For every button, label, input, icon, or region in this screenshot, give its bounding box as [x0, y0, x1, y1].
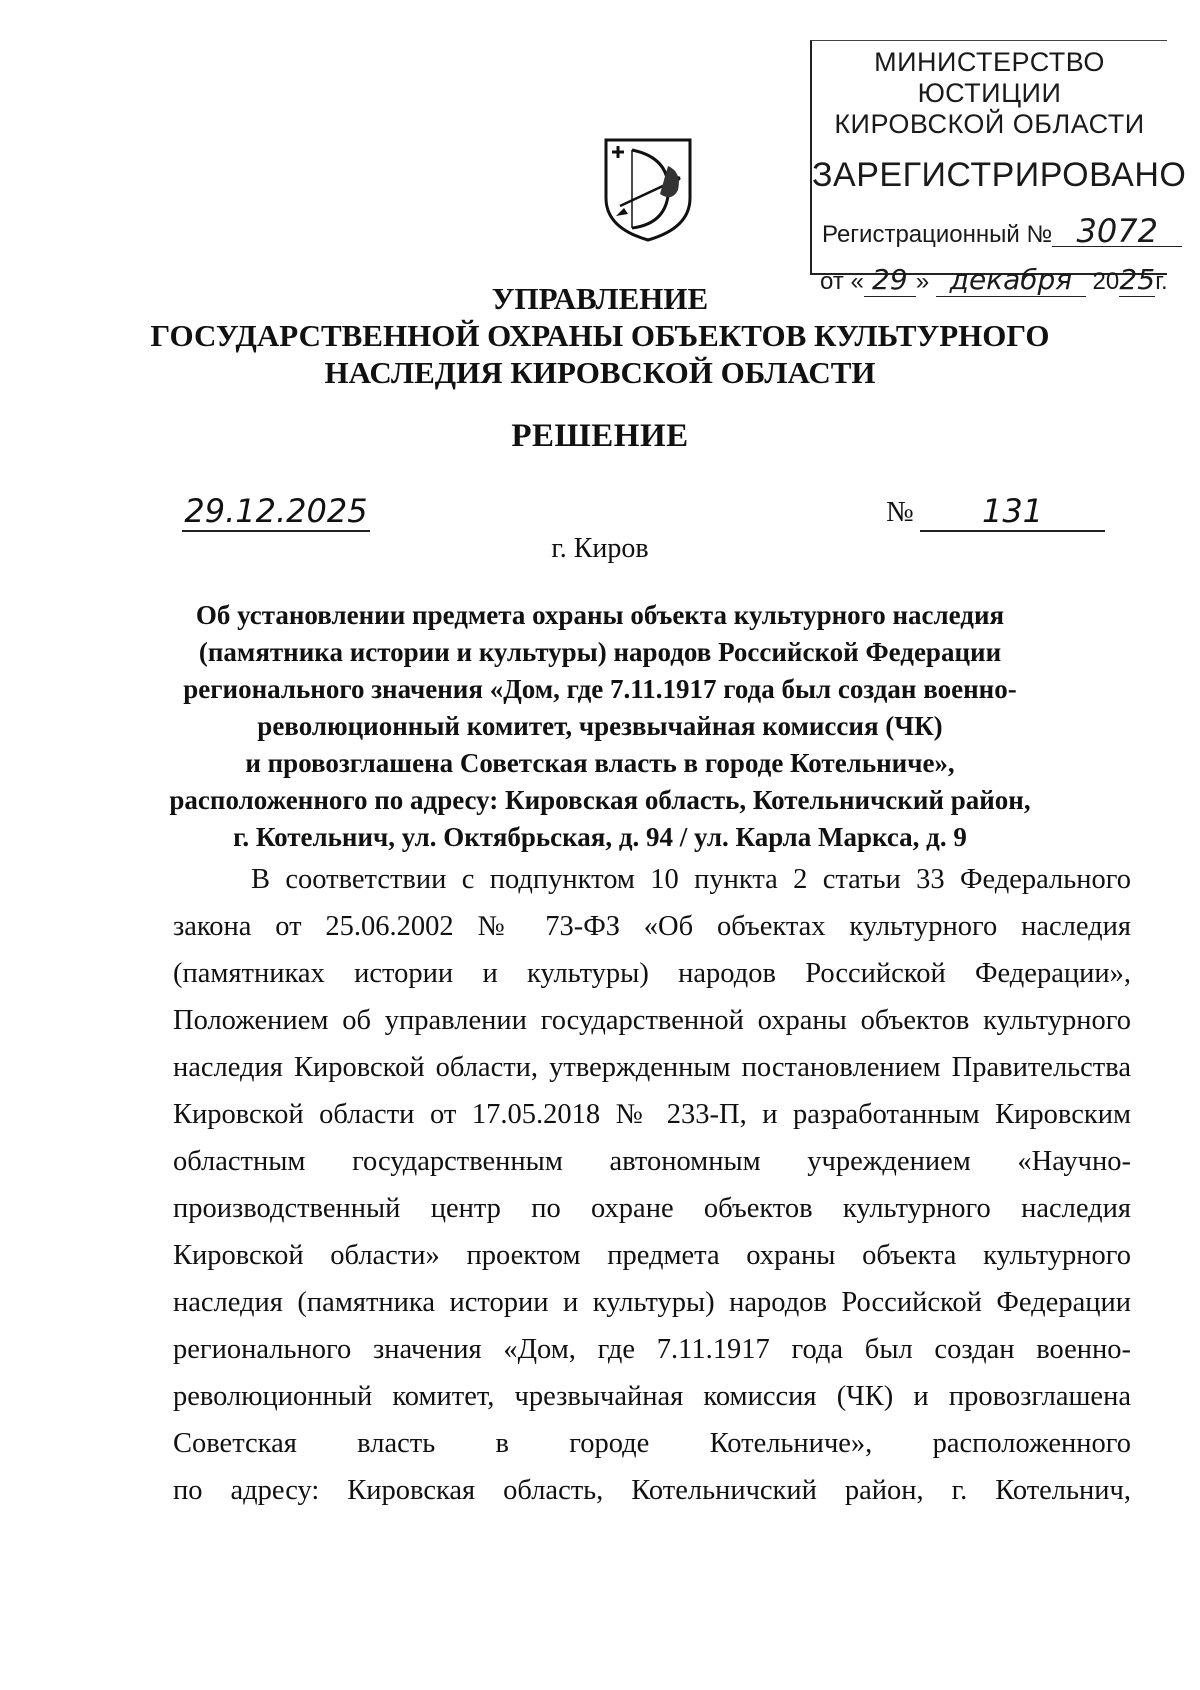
subject-line: (памятника истории и культуры) народов Российской Федерации	[198, 637, 1002, 667]
stamp-reg-number: 3072	[1052, 216, 1182, 247]
agency-header	[150, 280, 1050, 391]
stamp-date-prefix: от «	[820, 268, 864, 295]
document-city: г. Киров	[551, 533, 649, 564]
body-line: В соответствии с подпунктом 10 пункта 2 статьи 33 Федерального	[251, 864, 1131, 895]
subject-line: революционный комитет, чрезвычайная комиссия (ЧК)	[257, 711, 943, 741]
stamp-date-day: 29	[864, 263, 916, 297]
body-line: наследия Кировской области, утвержденным постановлением Правительства	[173, 1052, 1131, 1083]
body-line: закона от 25.06.2002 № 73-ФЗ «Об объектах культурного наследия	[173, 911, 1131, 942]
document-subject	[150, 597, 1050, 856]
body-line: наследия (памятника истории и культуры) народов Российской Федерации	[173, 1287, 1131, 1318]
body-line: Кировской области» проектом предмета охраны объекта культурного	[173, 1240, 1131, 1271]
body-line: по адресу: Кировская область, Котельничский район, г. Котельнич,	[173, 1475, 1131, 1506]
body-line: регионального значения «Дом, где 7.11.1917 года был создан военно-	[173, 1334, 1131, 1365]
stamp-ministry-line2: КИРОВСКОЙ ОБЛАСТИ	[834, 109, 1145, 139]
document-date: 29.12.2025	[182, 492, 370, 532]
subject-line: и провозглашена Советская власть в городе Котельниче»,	[245, 748, 955, 778]
stamp-date-year-prefix: 20	[1092, 268, 1120, 295]
stamp-reg-label: Регистрационный №	[822, 221, 1053, 248]
subject-line: Об установлении предмета охраны объекта культурного наследия	[195, 600, 1005, 630]
body-line: (памятниках истории и культуры) народов Российской Федерации»,	[173, 958, 1131, 989]
registration-stamp	[810, 40, 1187, 296]
stamp-ministry	[812, 47, 1167, 140]
stamp-date-month: декабря	[936, 263, 1086, 297]
body-line: революционный комитет, чрезвычайная комиссия (ЧК) и провозглашена	[173, 1381, 1131, 1412]
agency-line3: НАСЛЕДИЯ КИРОВСКОЙ ОБЛАСТИ	[324, 355, 876, 390]
body-line: производственный центр по охране объектов культурного наследия	[173, 1193, 1131, 1224]
body-line: областным государственным автономным учреждением «Научно-	[173, 1146, 1131, 1177]
body-line: Кировской области от 17.05.2018 № 233-П, и разработанным Кировским	[173, 1099, 1131, 1130]
stamp-ministry-line1: МИНИСТЕРСТВО ЮСТИЦИИ	[874, 47, 1105, 108]
body-line: Положением об управлении государственной охраны объектов культурного	[173, 1005, 1131, 1036]
stamp-date-suffix: г.	[1155, 268, 1168, 295]
stamp-date-sep: »	[915, 268, 930, 295]
agency-line1: УПРАВЛЕНИЕ	[491, 281, 709, 316]
document-type-title: РЕШЕНИЕ	[511, 418, 689, 454]
subject-line: г. Котельнич, ул. Октябрьская, д. 94 / ул. Карла Маркса, д. 9	[233, 822, 967, 852]
subject-line: расположенного по адресу: Кировская область, Котельничский район,	[169, 785, 1031, 815]
agency-line2: ГОСУДАРСТВЕННОЙ ОХРАНЫ ОБЪЕКТОВ КУЛЬТУРНОГО	[150, 318, 1050, 353]
document-number-label: №	[886, 496, 914, 528]
stamp-registered: ЗАРЕГИСТРИРОВАНО	[812, 156, 1187, 194]
stamp-reg-number-row	[822, 212, 1182, 250]
stamp-date-year: 25	[1119, 263, 1156, 296]
document-body	[173, 856, 1131, 1514]
kirov-coat-of-arms-icon	[602, 136, 694, 242]
document-number: 131	[920, 492, 1105, 532]
body-line: Советская власть в городе Котельниче», расположенного	[173, 1428, 1131, 1459]
subject-line: регионального значения «Дом, где 7.11.1917 года был создан военно-	[183, 674, 1017, 704]
